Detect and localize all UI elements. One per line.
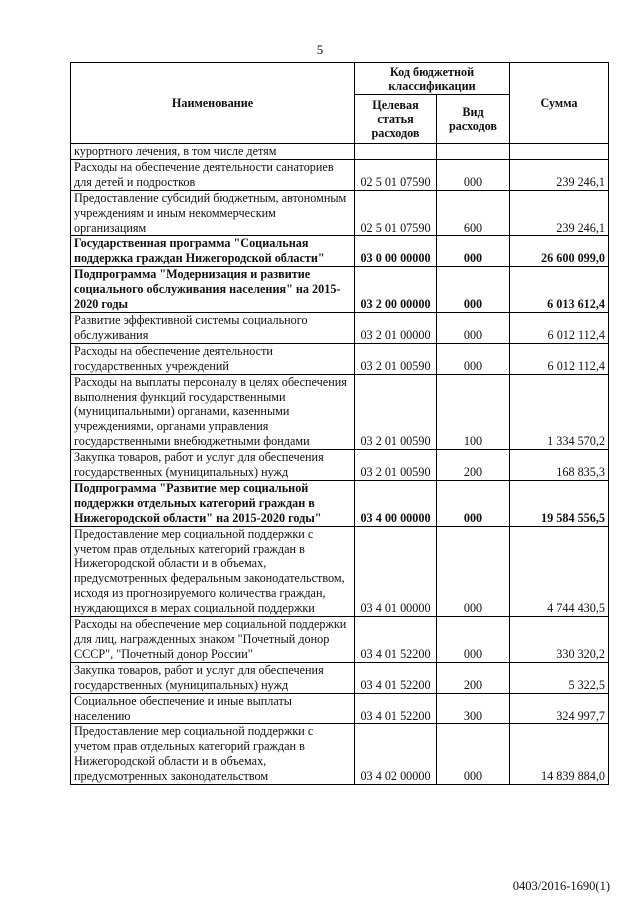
row-kind-cell: 200 — [437, 450, 510, 481]
row-name-cell: Расходы на обеспечение деятельности государственных учреждений — [71, 343, 355, 374]
row-kind-cell: 000 — [437, 312, 510, 343]
row-kind-cell: 600 — [437, 190, 510, 236]
row-name-cell: Предоставление субсидий бюджетным, автономным учреждениям и иным некоммерческим организациям — [71, 190, 355, 236]
table-row — [71, 159, 609, 190]
row-sum-cell: 168 835,3 — [510, 450, 609, 481]
table-row — [71, 480, 609, 526]
row-article-cell: 03 2 01 00590 — [355, 343, 437, 374]
row-article-cell: 03 4 01 52200 — [355, 662, 437, 693]
row-name-cell: Предоставление мер социальной поддержки с учетом прав отдельных категорий граждан в Нижегородской области и в объемах, предусмотренных федеральным законодательством, исходя из прогнозируемого количества граждан, нуждающихся в мерах социальной поддержки — [71, 526, 355, 616]
row-kind-cell: 000 — [437, 617, 510, 663]
row-sum-cell: 4 744 430,5 — [510, 526, 609, 616]
table-row — [71, 693, 609, 724]
header-code-group: Код бюджетной классификации — [355, 63, 510, 95]
row-sum-cell: 1 334 570,2 — [510, 374, 609, 450]
row-sum-cell: 14 839 884,0 — [510, 724, 609, 785]
row-name-cell: Государственная программа "Социальная поддержка граждан Нижегородской области" — [71, 236, 355, 267]
row-name-cell: Подпрограмма "Модернизация и развитие социального обслуживания населения" на 2015-2020 годы — [71, 267, 355, 313]
header-sum: Сумма — [510, 63, 609, 144]
row-name-cell: курортного лечения, в том числе детям — [71, 144, 355, 160]
row-kind-cell — [437, 144, 510, 160]
row-name-cell: Подпрограмма "Развитие мер социальной поддержки отдельных категорий граждан в Нижегородской области" на 2015-2020 годы" — [71, 480, 355, 526]
row-article-cell: 02 5 01 07590 — [355, 159, 437, 190]
row-name-cell: Закупка товаров, работ и услуг для обеспечения государственных (муниципальных) нужд — [71, 662, 355, 693]
table-row — [71, 267, 609, 313]
row-name-cell: Расходы на выплаты персоналу в целях обеспечения выполнения функций государственными (муниципальными) органами, казенными учреждениями, органами управления государственными внебюджетными фондами — [71, 374, 355, 450]
row-sum-cell: 239 246,1 — [510, 190, 609, 236]
row-sum-cell: 6 012 112,4 — [510, 343, 609, 374]
table-row — [71, 343, 609, 374]
table-row — [71, 144, 609, 160]
row-article-cell: 03 0 00 00000 — [355, 236, 437, 267]
table-row — [71, 662, 609, 693]
row-article-cell: 03 2 01 00000 — [355, 312, 437, 343]
row-article-cell: 03 4 02 00000 — [355, 724, 437, 785]
row-sum-cell — [510, 144, 609, 160]
row-article-cell: 03 2 01 00590 — [355, 450, 437, 481]
header-expense-type: Вид расходов — [437, 95, 510, 144]
table-row — [71, 236, 609, 267]
table-row — [71, 450, 609, 481]
row-sum-cell: 239 246,1 — [510, 159, 609, 190]
document-code: 0403/2016-1690(1) — [512, 879, 610, 893]
row-name-cell: Расходы на обеспечение мер социальной поддержки для лиц, награжденных знаком "Почетный донор СССР", "Почетный донор России" — [71, 617, 355, 663]
row-sum-cell: 330 320,2 — [510, 617, 609, 663]
row-sum-cell: 6 013 612,4 — [510, 267, 609, 313]
budget-table — [70, 62, 609, 785]
row-name-cell: Развитие эффективной системы социального обслуживания — [71, 312, 355, 343]
row-article-cell: 03 4 01 52200 — [355, 693, 437, 724]
row-name-cell: Предоставление мер социальной поддержки с учетом прав отдельных категорий граждан в Нижегородской области и в объемах, предусмотренных законодательством — [71, 724, 355, 785]
row-sum-cell: 19 584 556,5 — [510, 480, 609, 526]
row-kind-cell: 000 — [437, 480, 510, 526]
row-kind-cell: 000 — [437, 159, 510, 190]
page-number: 5 — [316, 42, 324, 57]
row-name-cell: Расходы на обеспечение деятельности санаториев для детей и подростков — [71, 159, 355, 190]
row-kind-cell: 000 — [437, 724, 510, 785]
table-row — [71, 617, 609, 663]
row-kind-cell: 000 — [437, 526, 510, 616]
row-article-cell: 03 4 01 52200 — [355, 617, 437, 663]
row-name-cell: Закупка товаров, работ и услуг для обеспечения государственных (муниципальных) нужд — [71, 450, 355, 481]
row-article-cell — [355, 144, 437, 160]
table-row — [71, 374, 609, 450]
row-name-cell: Социальное обеспечение и иные выплаты населению — [71, 693, 355, 724]
row-kind-cell: 000 — [437, 236, 510, 267]
table-row — [71, 190, 609, 236]
row-kind-cell: 000 — [437, 267, 510, 313]
row-sum-cell: 5 322,5 — [510, 662, 609, 693]
table-row — [71, 724, 609, 785]
row-article-cell: 03 2 01 00590 — [355, 374, 437, 450]
row-kind-cell: 000 — [437, 343, 510, 374]
table-row — [71, 312, 609, 343]
row-kind-cell: 200 — [437, 662, 510, 693]
row-sum-cell: 26 600 099,0 — [510, 236, 609, 267]
header-name: Наименование — [71, 63, 355, 144]
row-article-cell: 03 4 01 00000 — [355, 526, 437, 616]
row-kind-cell: 100 — [437, 374, 510, 450]
table-row — [71, 526, 609, 616]
row-sum-cell: 324 997,7 — [510, 693, 609, 724]
row-kind-cell: 300 — [437, 693, 510, 724]
row-article-cell: 03 2 00 00000 — [355, 267, 437, 313]
table-body — [71, 144, 609, 785]
row-article-cell: 02 5 01 07590 — [355, 190, 437, 236]
row-article-cell: 03 4 00 00000 — [355, 480, 437, 526]
row-sum-cell: 6 012 112,4 — [510, 312, 609, 343]
header-target-article: Целевая статья расходов — [355, 95, 437, 144]
